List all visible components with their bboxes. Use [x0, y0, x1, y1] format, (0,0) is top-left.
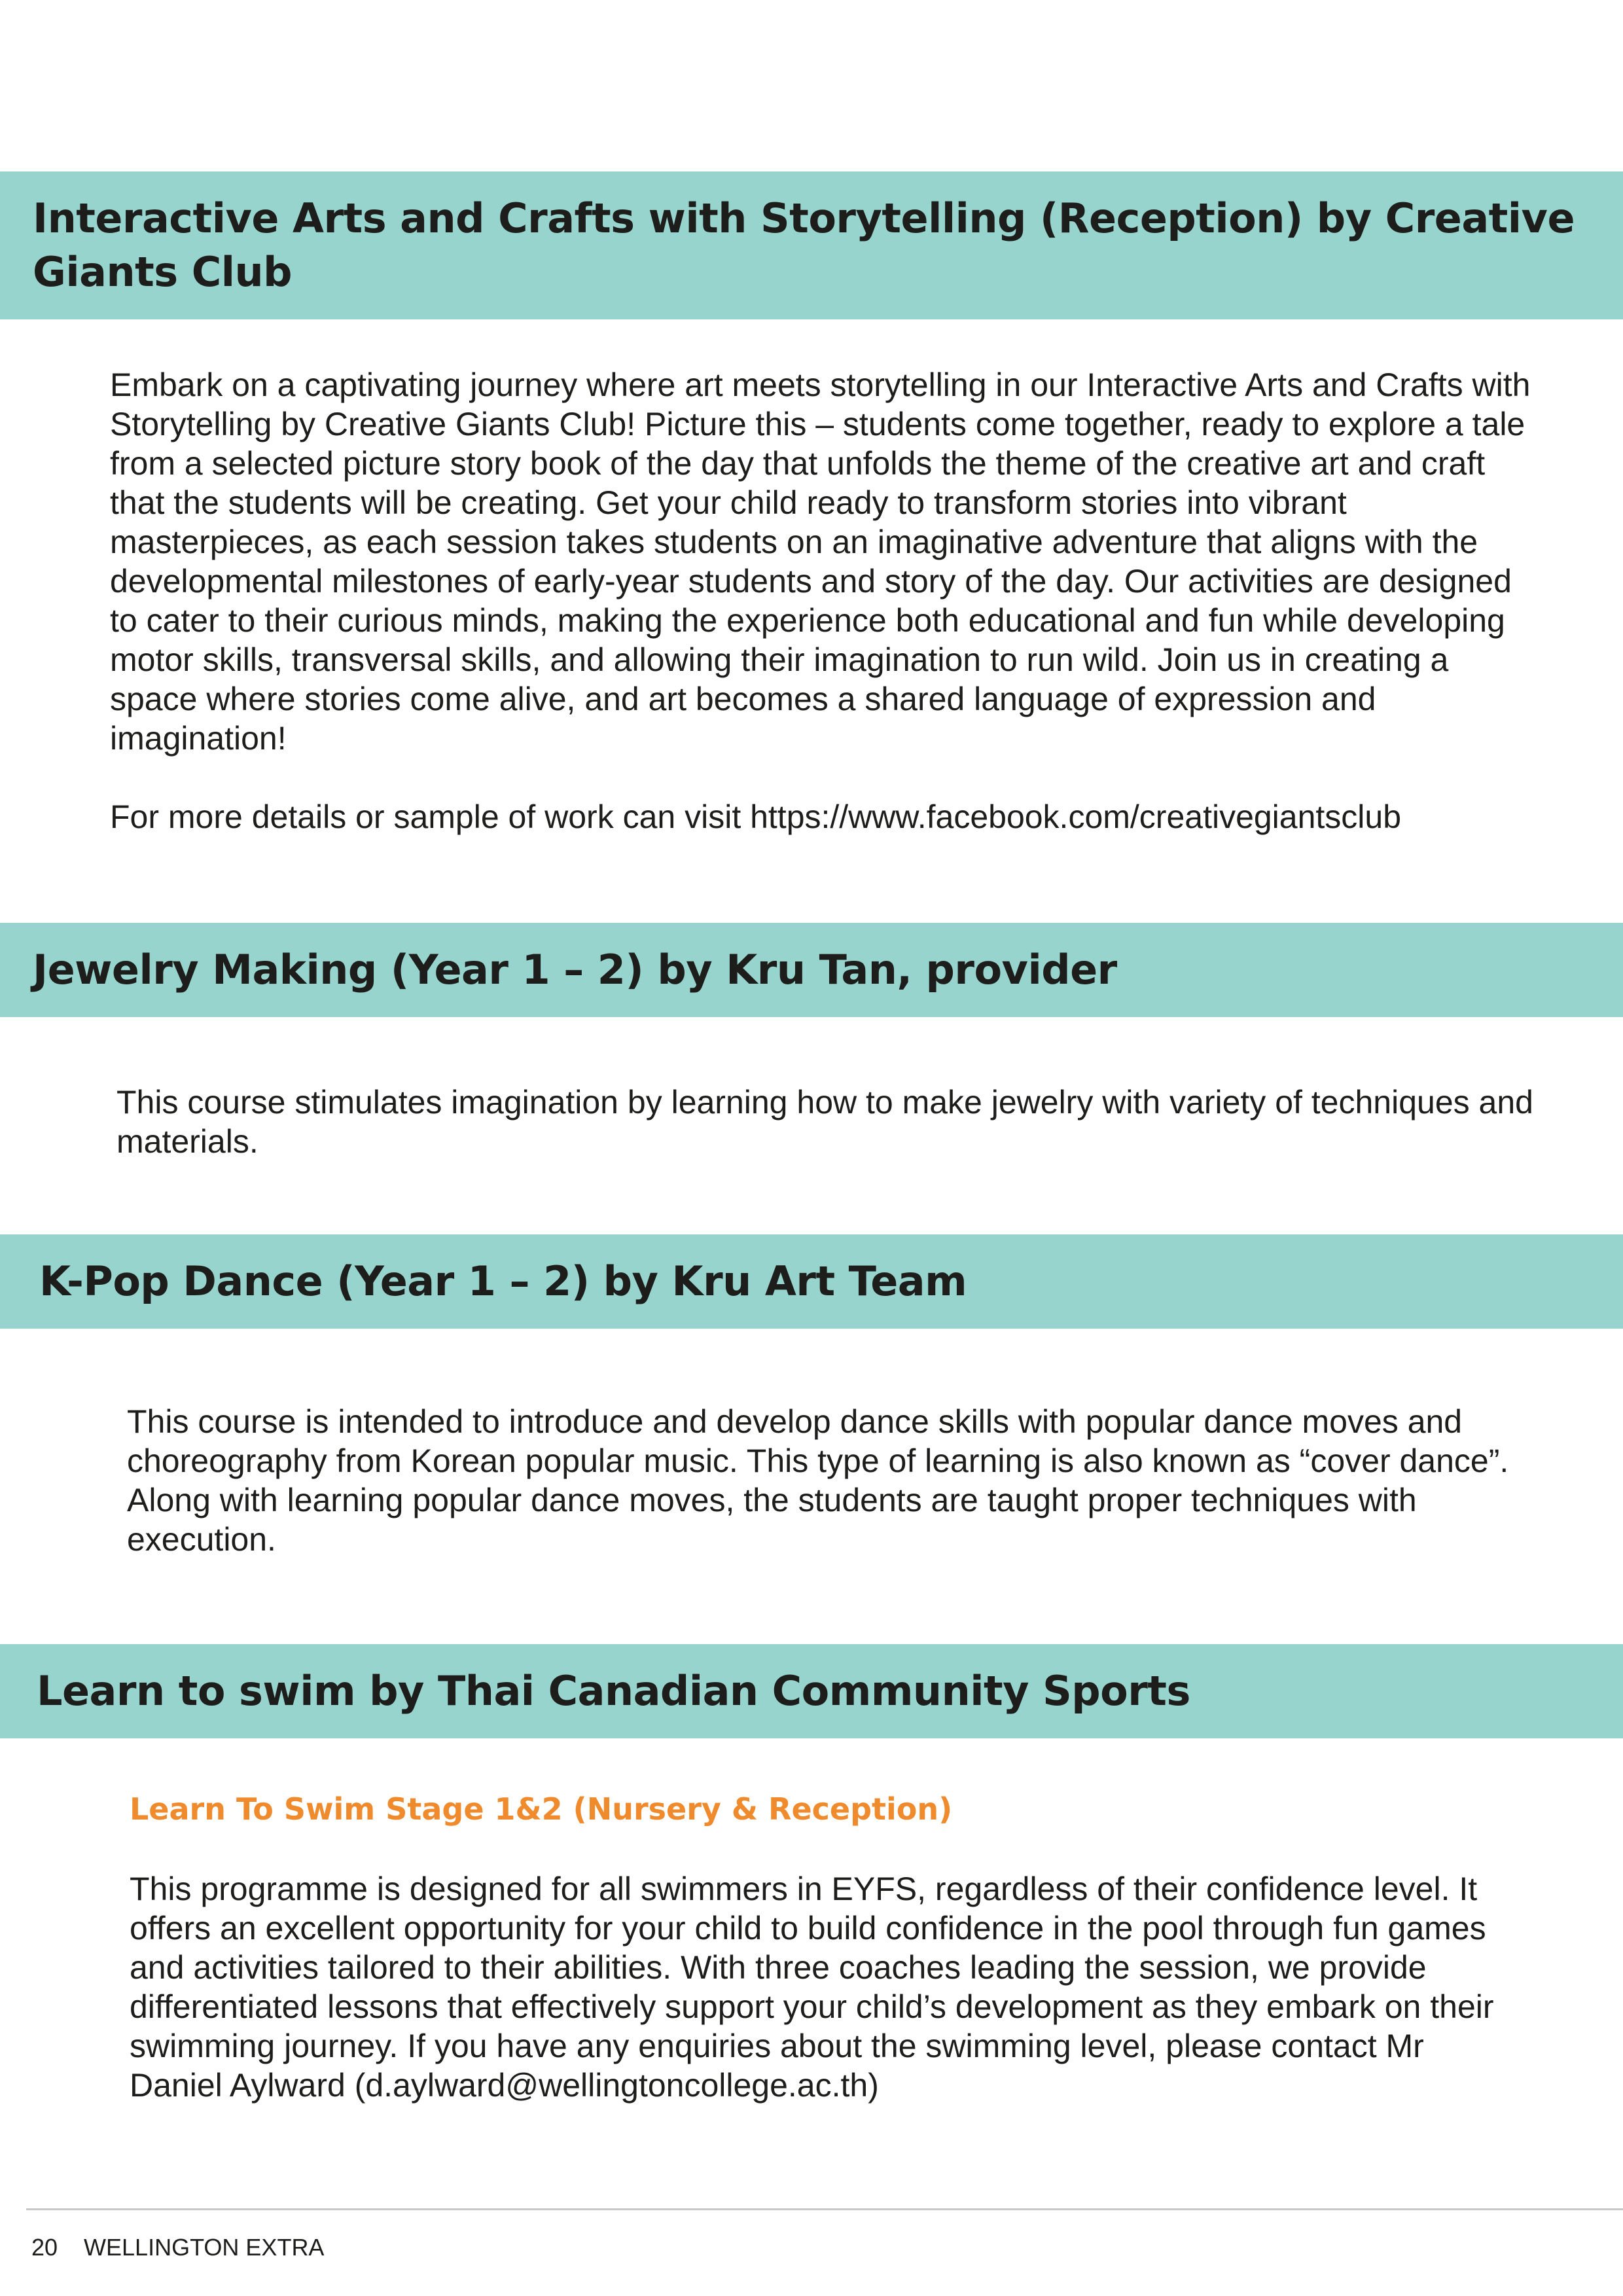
section-body-arts-crafts [110, 365, 1537, 836]
section-paragraph: This course is intended to introduce and develop dance skills with popular dance moves and choreography from Korean popular music. This type of learning is also known as “cover dance”. Along with learning popular dance moves, the students are taught proper techniques with execution. [127, 1403, 1509, 1558]
footer-divider [26, 2208, 1623, 2210]
section-body-jewelry [116, 1083, 1543, 1161]
section-title: K-Pop Dance (Year 1 – 2) by Kru Art Team [39, 1257, 967, 1305]
section-title: Interactive Arts and Crafts with Storytelling (Reception) by Creative Giants Club [33, 194, 1575, 296]
page-number: 20 [31, 2234, 58, 2261]
publication-name: WELLINGTON EXTRA [84, 2234, 325, 2261]
section-subheading: Learn To Swim Stage 1&2 (Nursery & Reception) [130, 1791, 953, 1827]
section-paragraph: Embark on a captivating journey where art meets storytelling in our Interactive Arts and Crafts with Storytelling by Creative Giants Club! Picture this – students come together, ready to explore a tale from a selected picture story book of the day that unfolds the theme of the creative art and craft that the students will be creating. Get your child ready to transform stories into vibrant masterpieces, as each session takes students on an imaginative adventure that aligns with the developmental milestones of early-year students and story of the day. Our activities are designed to cater to their curious minds, making the experience both educational and fun while developing motor skills, transversal skills, and allowing their imagination to run wild. Join us in creating a space where stories come alive, and art becomes a shared language of expression and imagination! [110, 367, 1531, 757]
section-header-swim [0, 1644, 1623, 1738]
section-title: Jewelry Making (Year 1 – 2) by Kru Tan, provider [33, 946, 1117, 994]
section-header-arts-crafts [0, 171, 1623, 319]
page-footer [31, 2233, 324, 2262]
section-paragraph: For more details or sample of work can visit https://www.facebook.com/creativegiantsclub [110, 798, 1402, 835]
section-body-swim [130, 1869, 1517, 2105]
section-body-kpop [127, 1402, 1514, 1559]
section-paragraph: This course stimulates imagination by learning how to make jewelry with variety of techniques and materials. [116, 1084, 1533, 1160]
section-header-jewelry [0, 923, 1623, 1017]
section-title: Learn to swim by Thai Canadian Community Sports [37, 1667, 1190, 1715]
section-header-kpop [0, 1234, 1623, 1329]
section-paragraph: This programme is designed for all swimmers in EYFS, regardless of their confidence level. It offers an excellent opportunity for your child to build confidence in the pool through fun games and activities tailored to their abilities. With three coaches leading the session, we provide differentiated lessons that effectively support your child’s development as they embark on their swimming journey. If you have any enquiries about the swimming level, please contact Mr Daniel Aylward (d.aylward@wellingtoncollege.ac.th) [130, 1871, 1494, 2104]
